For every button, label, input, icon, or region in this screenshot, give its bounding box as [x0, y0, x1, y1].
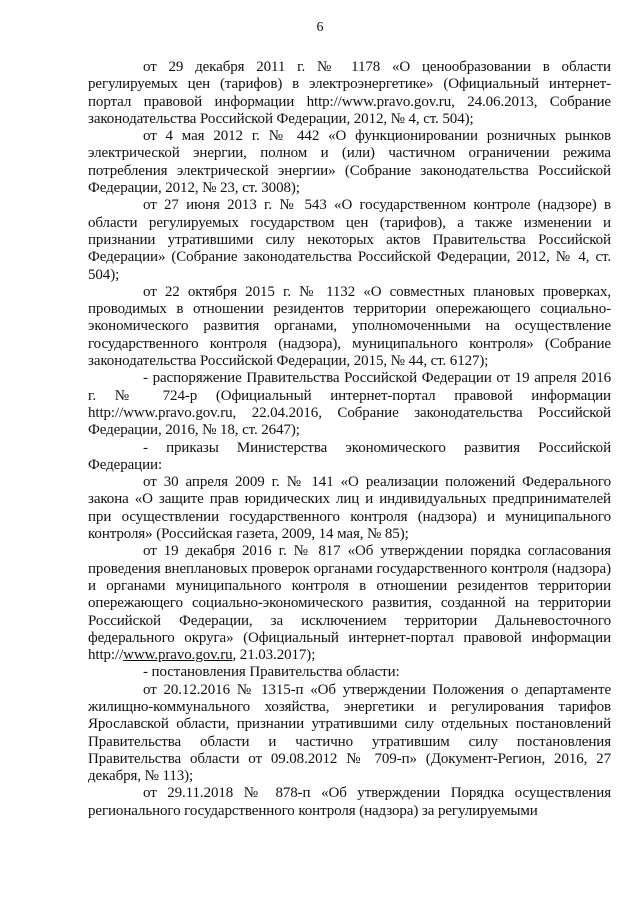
- paragraph-decree-1132: от 22 октября 2015 г. № 1132 «О совместных плановых проверках, проводимых в отношении резидентов территории опережающего социально-экономического развития органами, уполномоченными на осуществление государственного контроля (надзора), муниципального контроля» (Собрание законодательства Российской Федерации, 2015, № 44, ст. 6127);: [88, 283, 611, 370]
- paragraph-decree-543: от 27 июня 2013 г. № 543 «О государственном контроле (надзоре) в области регулируемых государством цен (тарифов), а также изменении и признании утратившими силу некоторых актов Правительства Российской Федерации» (Собрание законодательства Российской Федерации, 2012, № 4, ст. 504);: [88, 197, 611, 283]
- paragraph-order-724r: - распоряжение Правительства Российской Федерации от 19 апреля 2016 г. № 724-р (Официальный интернет-портал правовой информации http://www.pravo.gov.ru, 22.04.2016, Собрание законодательства Российской Федерации, 2016, № 18, ст. 2647);: [88, 370, 611, 439]
- paragraph-decree-442: от 4 мая 2012 г. № 442 «О функционировании розничных рынков электрической энергии, полном и (или) частичном ограничении режима потребления электрической энергии» (Собрание законодательства Российской Федерации, 2012, № 23, ст. 3008);: [88, 128, 611, 197]
- paragraph-ministry-orders: - приказы Министерства экономического развития Российской Федерации:: [88, 439, 611, 473]
- paragraph-decree-1178: от 29 декабря 2011 г. № 1178 «О ценообразовании в области регулируемых цен (тарифов) в электроэнергетике» (Официальный интернет-портал правовой информации http://www.pravo.gov.ru, 24.06.2013, Собрание законодательства Российской Федерации, 2012, № 4, ст. 504);: [88, 59, 611, 127]
- pravo-gov-link[interactable]: www.pravo.gov.ru: [123, 647, 233, 664]
- paragraph-decree-1315p: от 20.12.2016 № 1315-п «Об утверждении Положения о департаменте жилищно-коммунального хозяйства, энергетики и регулирования тарифов Ярославской области, признании утратившими силу отдельных постановлений Правительства области и частично утратившим силу постановления Правительства области от 09.08.2012 № 709-п» (Документ-Регион, 2016, 27 декабря, № 113);: [88, 681, 611, 785]
- document-body: [88, 59, 611, 820]
- paragraph-order-817-text: от 19 декабря 2016 г. № 817 «Об утверждении порядка согласования проведения внеплановых проверок органами государственного контроля (надзора) и органами муниципального контроля в отношении резидентов территории опережающего социально-экономического развития, созданной на территории Российской Федерации, за исключением территории Дальневосточного федерального округа» (Официальный интернет-портал правовой информации http://: [88, 543, 611, 664]
- paragraph-order-817-date: , 21.03.2017);: [232, 647, 316, 664]
- page-number: 6: [316, 20, 324, 35]
- paragraph-order-141: от 30 апреля 2009 г. № 141 «О реализации положений Федерального закона «О защите прав юридических лиц и индивидуальных предпринимателей при осуществлении государственного контроля (надзора) и муниципального контроля» (Российская газета, 2009, 14 мая, № 85);: [88, 474, 611, 543]
- paragraph-regional-decrees: - постановления Правительства области:: [143, 664, 400, 681]
- paragraph-decree-878p: от 29.11.2018 № 878-п «Об утверждении Порядка осуществления регионального государственного контроля (надзора) за регулируемыми: [88, 785, 611, 819]
- paragraph-order-817: [88, 543, 611, 664]
